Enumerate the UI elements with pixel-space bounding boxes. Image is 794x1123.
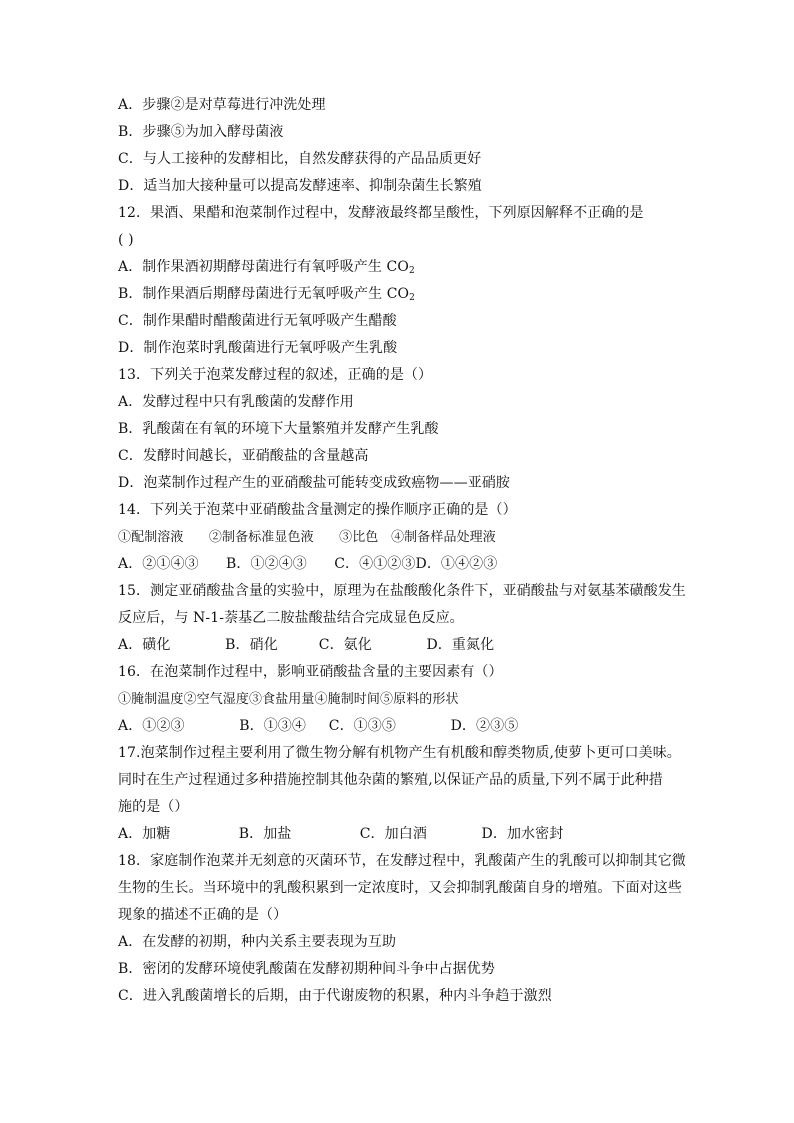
q18-stem: 18．家庭制作泡菜并无刻意的灭菌环节，在发酵过程中，乳酸菌产生的乳酸可以抑制其它微 (118, 853, 686, 869)
q17-stem-end: 施的是（） (118, 799, 189, 815)
q15-options: A．磺化 B．硝化 C．氨化 D．重氮化 (118, 637, 495, 653)
q12-option-a (118, 254, 718, 281)
q12-option-b-text: B．制作果酒后期酵母菌进行无氧呼吸产生 CO (118, 286, 410, 302)
q16-options: A．①②③ B．①③④ C．①③⑤ D．②③⑤ (118, 718, 519, 734)
q14-options: A．②①④③ B．①②④③ C．④①②③D．①④②③ (118, 556, 498, 572)
q13-option-a: A．发酵过程中只有乳酸菌的发酵作用 (118, 394, 354, 410)
q12-answer-blank: ( ) (118, 232, 134, 248)
q12-stem: 12．果酒、果醋和泡菜制作过程中，发酵液最终都呈酸性，下列原因解释不正确的是 (118, 205, 644, 221)
q13-option-d: D．泡菜制作过程产生的亚硝酸盐可能转变成致癌物——亚硝胺 (118, 475, 511, 491)
q18-option-c: C．进入乳酸菌增长的后期，由于代谢废物的积累，种内斗争趋于激烈 (118, 988, 552, 1004)
q13-option-c: C．发酵时间越长，亚硝酸盐的含量越高 (118, 448, 369, 464)
q17-stem-continued: 同时在生产过程通过多种措施控制其他杂菌的繁殖,以保证产品的质量,下列不属于此种措 (118, 772, 663, 788)
q12-option-b-subscript: 2 (409, 293, 415, 303)
q12-option-d: D．制作泡菜时乳酸菌进行无氧呼吸产生乳酸 (118, 340, 398, 356)
q12-option-c: C．制作果醋时醋酸菌进行无氧呼吸产生醋酸 (118, 313, 397, 329)
q11-option-a: A．步骤②是对草莓进行冲洗处理 (118, 97, 326, 113)
q18-option-a: A．在发酵的初期，种内关系主要表现为互助 (118, 934, 397, 950)
q15-stem-continued: 反应后，与 N-1-萘基乙二胺盐酸盐结合完成显色反应。 (118, 610, 464, 626)
q16-factors: ①腌制温度②空气湿度③食盐用量④腌制时间⑤原料的形状 (118, 692, 459, 707)
q11-option-b: B．步骤⑤为加入酵母菌液 (118, 124, 284, 140)
q17-stem: 17.泡菜制作过程主要利用了微生物分解有机物产生有机酸和醇类物质,使萝卜更可口美味。 (118, 745, 681, 761)
q12-option-a-text: A．制作果酒初期酵母菌进行有氧呼吸产生 CO (118, 259, 409, 275)
q16-stem: 16．在泡菜制作过程中，影响亚硝酸盐含量的主要因素有（） (118, 664, 503, 680)
q11-option-d: D．适当加大接种量可以提高发酵速率、抑制杂菌生长繁殖 (118, 178, 482, 194)
q18-stem-end: 现象的描述不正确的是（） (118, 907, 288, 923)
q12-option-b (118, 281, 718, 308)
q14-stem: 14．下列关于泡菜中亚硝酸盐含量测定的操作顺序正确的是（） (118, 502, 517, 518)
q17-options: A．加糖 B．加盐 C．加白酒 D．加水密封 (118, 826, 564, 842)
q15-stem: 15．测定亚硝酸盐含量的实验中，原理为在盐酸酸化条件下，亚硝酸盐与对氨基苯磺酸发生 (118, 583, 686, 599)
document-page (118, 92, 718, 1010)
q18-option-b: B．密闭的发酵环境使乳酸菌在发酵初期种间斗争中占据优势 (118, 961, 495, 977)
q13-stem: 13．下列关于泡菜发酵过程的叙述，正确的是（） (118, 367, 433, 383)
q14-steps: ①配制溶液 ②制备标准显色液 ③比色 ④制备样品处理液 (118, 530, 496, 545)
q13-option-b: B．乳酸菌在有氧的环境下大量繁殖并发酵产生乳酸 (118, 421, 439, 437)
q11-option-c: C．与人工接种的发酵相比，自然发酵获得的产品品质更好 (118, 151, 482, 167)
q12-option-a-subscript: 2 (408, 266, 415, 276)
q18-stem-continued: 生物的生长。当环境中的乳酸积累到一定浓度时，又会抑制乳酸菌自身的增殖。下面对这些 (118, 880, 682, 896)
